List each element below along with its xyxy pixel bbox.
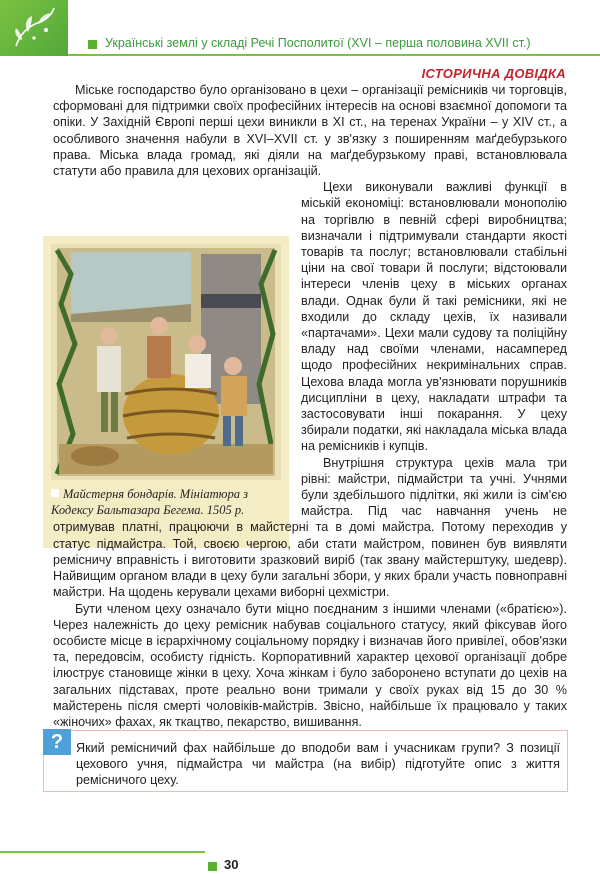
footer-bullet (208, 862, 217, 871)
figure-caption-text: Майстерня бондарів. Мініатюра з Кодексу Бальтазара Бегема. 1505 р. (51, 487, 248, 517)
footer-divider (0, 851, 205, 853)
header-divider (68, 54, 600, 56)
header-bullet (88, 40, 97, 49)
section-title: ІСТОРИЧНА ДОВІДКА (421, 66, 566, 81)
floral-ornament-icon (10, 4, 60, 52)
article-body (53, 82, 567, 730)
paragraph: Міське господарство було організовано в цехи – організації ремісників чи торговців, сформовані для підтримки своїх професійних інтересів на основі взаємної допомоги та опіки. У Західній Європі перші цехи виникли в XI ст., на теренах України – у XIV ст., а особливого значення набули в XVI–XVII ст. у зв'язку з поширенням маґдебурзького права. Міська влада громад, які діяли на маґдебурзькому праві, встановлювала статути або правила для цехових організацій. (53, 83, 567, 179)
question-icon: ? (43, 729, 71, 755)
paragraph: Внутрішня структура цехів мала три рівні: майстри, підмайстри та учні. Учнями були здебільшого підлітки, які жили із сім'єю майстра. Під час навчання учень не отримував платні, працюючи в майстерні та в домі майстра. Потому переходив у статус підмайстра. Той, своєю чергою, аби стати майстром, повинен був виявляти ремісничу вправність і виготовити зразковий виріб (так звану майстерштуку, шедевр). Найвищим органом влади в цеху були загальні збори, у яких брали участь повноправні майстри. На щодень керували цехами виборні цехмістри. (53, 455, 567, 600)
corner-ornament (0, 0, 68, 56)
page-number: 30 (224, 857, 239, 872)
paragraph: Цехи виконували важливі функції в міській економіці: встановлювали монополію на торгівлю в певній сфері виробництва; визначали і підтримували стандарти якості товарів та послуг; встановлювали стабільні ціни на свої товари й послуги; відстоювали інтереси членів цеху в міських органах влади. Однак були й такі ремісники, які не входили до складу цехів, їх називали «партачами». Цехи мали судову та поліційну владу над своїми членами, насамперед щодо професійних некримінальних справ. Цехова влада могла ув'язнювати порушників дисципліни в цеху, накладати штрафи та застосовувати інші покарання. У цеху збирали податки, які накладала міська влада на ремісників і купців. (301, 180, 567, 454)
paragraph: Бути членом цеху означало бути міцно поєднаним з іншими членами («братією»). Через належність до цеху ремісник набував соціального статусу, який фіксував його особисте місце в ієрархічному соціальному порядку і визначав його привілеї, обов'язки та, передовсім, особисту гідність. Корпоративний характер цехової організації добре ілюструє становище жінки в цеху. Хоча жінкам і було заборонено вступати до цехів на загальних підставах, проте реально вони тримали у своїх руках від 15 до 30 % майстерень після смерті чоловіків-майстрів. Звісно, найбільше їх працювало у таких «жіночих» фахах, як ткацтво, пекарство, вишивання. (53, 601, 567, 729)
question-text: Який ремісничий фах найбільше до вподоби вам і учасникам групи? З позиції цехового учня, підмайстра чи майстра (на вибір) підготуйте опис з життя ремісничого цеху. (76, 741, 560, 788)
running-header: Українські землі у складі Речі Посполитої (XVI – перша половина XVII ст.) (105, 36, 531, 50)
